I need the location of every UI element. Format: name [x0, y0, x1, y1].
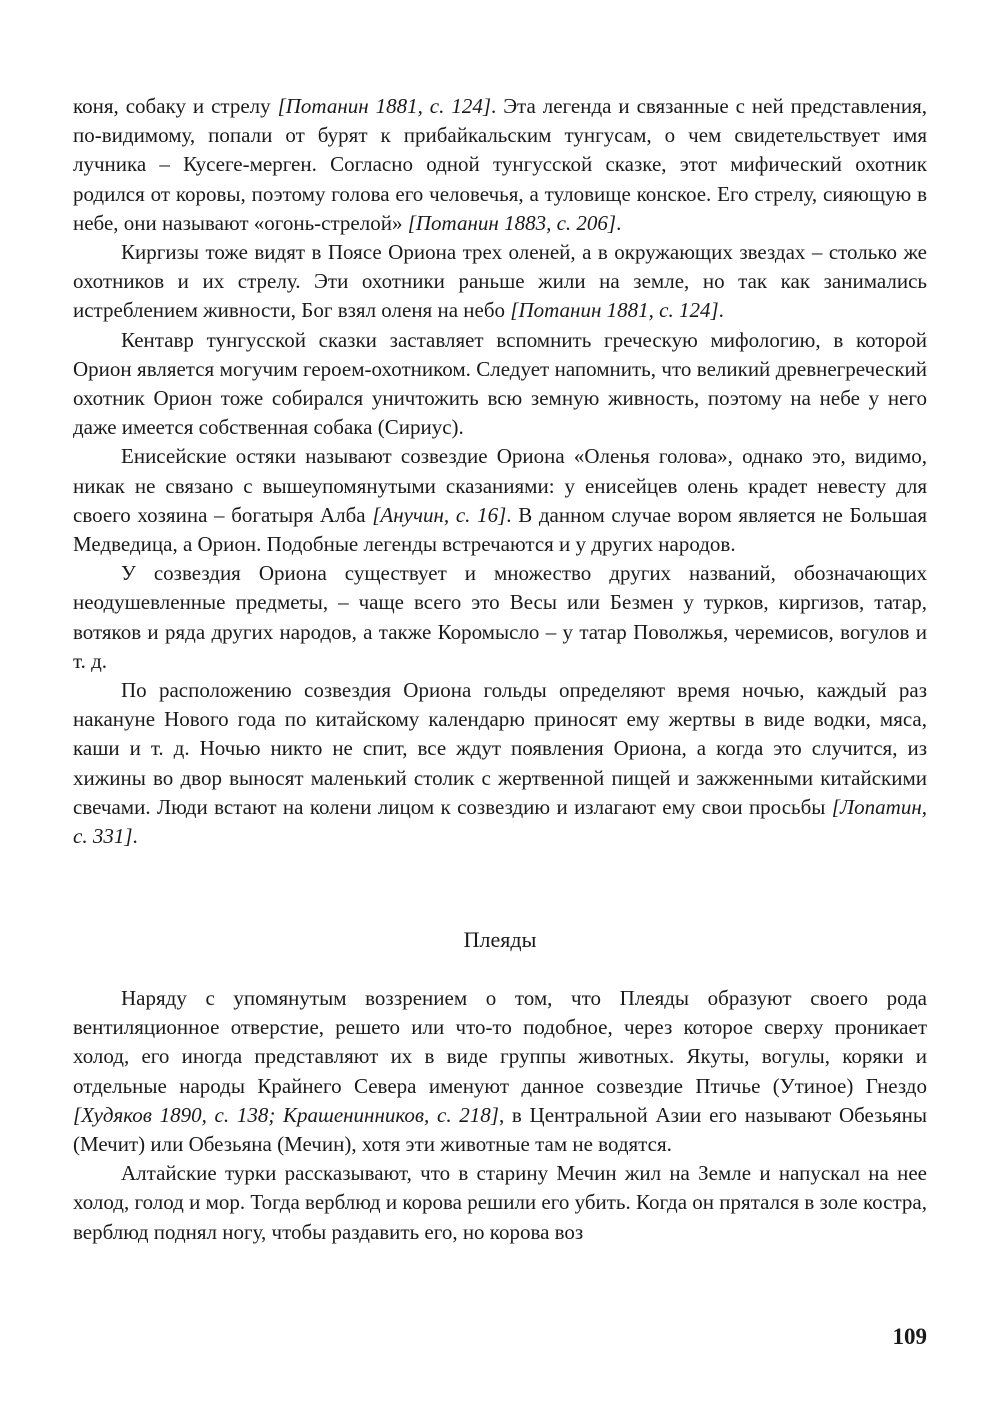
text-run: .: [718, 298, 724, 323]
citation: [Лопатин, с. 331]: [73, 794, 927, 849]
text-run: .: [616, 210, 622, 235]
text-run: У созвездия Ориона существует и множество других названий, обозначающих неодушевленные предметы, – чаще всего это Весы или Безмен у турков, киргизов, татар, вотяков и ряда других народов, а также Коромысло – у татар Поволжья, черемисов, вогулов и т. д.: [73, 561, 927, 673]
page-number: 109: [892, 1324, 927, 1349]
text-run: Алтайские турки рассказывают, что в старину Мечин жил на Земле и напускал на нее холод, голод и мор. Тогда верблюд и корова решили его убить. Когда он прятался в золе костра, верблюд поднял ногу, чтобы раздавить его, но корова воз: [73, 1161, 927, 1244]
text-run: , в Центральной Азии его называют Обезьяны (Мечит) или Обезьяна (Мечин), хотя эти животные там не водятся.: [73, 1102, 927, 1157]
text-run: . Эта легенда и связанные с ней представления, по-видимому, попали от бурят к прибайкальским тунгусам, о чем свидетельствует имя лучника – Кусеге-мерген. Согласно одной тунгусской сказке, этот мифический охотник родился от коровы, поэтому голова его человечья, а туловище конское. Его стрелу, сияющую в небе, они называют «огонь-стрелой»: [73, 94, 928, 235]
text-run: .: [132, 824, 138, 849]
paragraph: [73, 984, 927, 1159]
citation: [Худяков 1890, с. 138; Крашенинников, с. 218]: [73, 1102, 499, 1127]
text-run: Кентавр тунгусской сказки заставляет вспомнить греческую мифологию, в которой Орион является могучим героем-охотником. Следует напомнить, что великий древнегреческий охотник Орион тоже собирался уничтожить всю земную живность, поэтому на небе у него даже имеется собственная собака (Сириус).: [73, 327, 927, 440]
text-run: Наряду с упомянутым воззрением о том, что Плеяды образуют своего рода вентиляционное отверстие, решето или что-то подобное, через которое сверху проникает холод, его иногда представляют их в виде группы животных. Якуты, вогулы, коряки и отдельные народы Крайнего Севера именуют данное созвездие Птичье (Утиное) Гнездо: [73, 986, 927, 1098]
paragraph: [73, 238, 927, 326]
body-text-orion: [73, 92, 927, 851]
citation: [Потанин 1883, с. 206]: [407, 210, 617, 235]
paragraph: [73, 326, 927, 443]
citation: [Потанин 1881, с. 124]: [510, 298, 719, 323]
paragraph: [73, 92, 927, 238]
text-run: коня, собаку и стрелу: [73, 94, 278, 118]
body-text-pleiades: [73, 984, 927, 1247]
text-run: По расположению созвездия Ориона гольды определяют время ночью, каждый раз накануне Нового года по китайскому календарю приносят ему жертвы в виде водки, мяса, каши и т. д. Ночью никто не спит, все ждут появления Ориона, а когда это случится, из хижины во двор выносят маленький столик с жертвенной пищей и зажженными китайскими свечами. Люди встают на колени лицом к созвездию и излагают ему свои просьбы: [73, 678, 927, 819]
text-run: Киргизы тоже видят в Поясе Ориона трех оленей, а в окружающих звездах – столько же охотников и их стрелу. Эти охотники раньше жили на земле, но так как занимались истреблением живности, Бог взял оленя на небо: [73, 240, 927, 323]
text-run: . В данном случае вором является не Большая Медведица, а Орион. Подобные легенды встречаются и у других народов.: [73, 502, 927, 557]
paragraph: [73, 559, 927, 676]
paragraph: [73, 1159, 927, 1247]
section-heading: Плеяды: [463, 927, 537, 952]
paragraph: [73, 442, 927, 559]
citation: [Потанин 1881, с. 124]: [277, 94, 491, 118]
paragraph: [73, 676, 927, 851]
citation: [Анучин, с. 16]: [372, 502, 507, 527]
text-run: Енисейские остяки называют созвездие Ориона «Оленья голова», однако это, видимо, никак не связано с вышеупомянутыми сказаниями: у енисейцев олень крадет невесту для своего хозяина – богатыря Алба: [73, 444, 927, 527]
